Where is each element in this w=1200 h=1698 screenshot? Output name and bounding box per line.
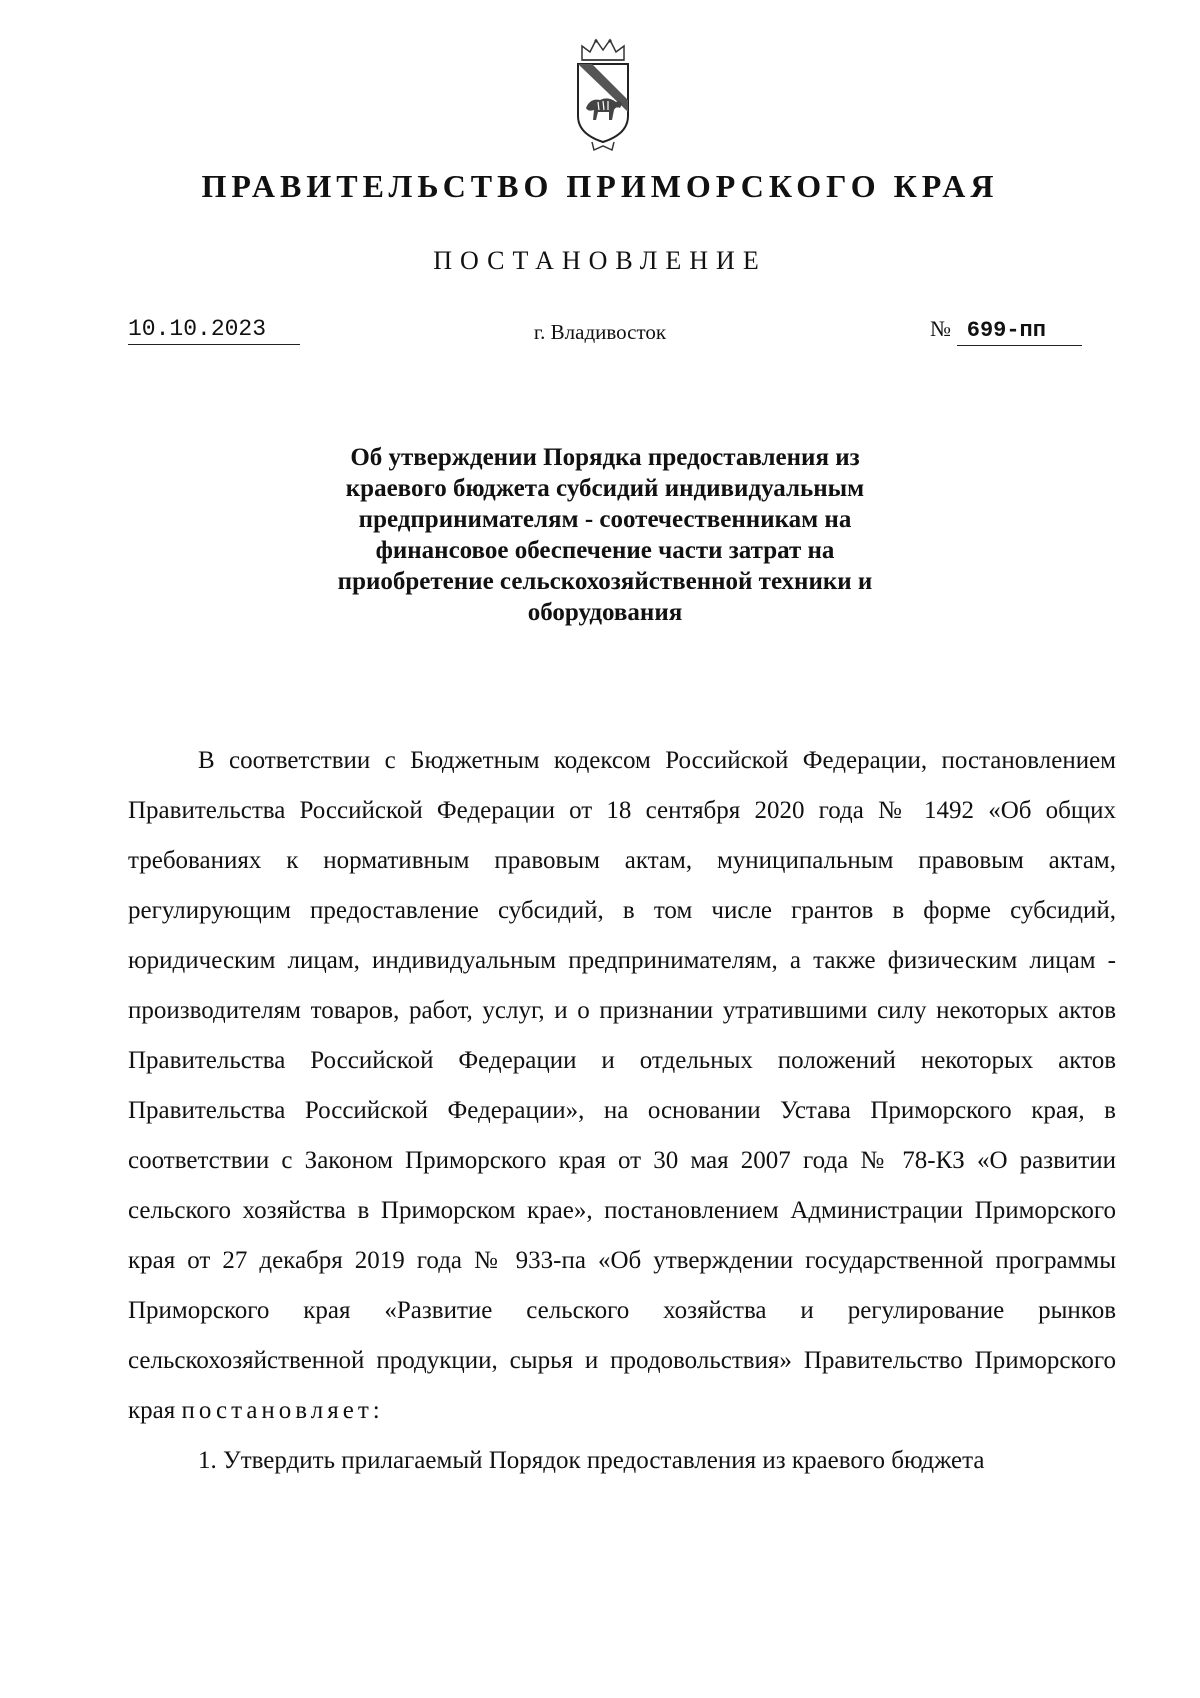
paragraph-1-text: В соответствии с Бюджетным кодексом Российской Федерации, постановлением Правительства Российской Федерации от 18 сентября 2020 года № 1492 «Об общих требованиях к нормативным правовым актам, муниципальным правовым актам, регулирующим предоставление субсидий, в том числе грантов в форме субсидий, юридическим лицам, индивидуальным предпринимателям, а также физическим лицам - производителям товаров, работ, услуг, и о признании утратившими силу некоторых актов Правительства Российской Федерации и отдельных положений некоторых актов Правительства Российской Федерации», на основании Устава Приморского края, в соответствии с Законом Приморского края от 30 мая 2007 года № 78-КЗ «О развитии сельского хозяйства в Приморском крае», постановлением Администрации Приморского края от 27 декабря 2019 года № 933-па «Об утверждении государственной программы Приморского края «Развитие сельского хозяйства и регулирование рынков сельскохозяйственной продукции, сырья и продовольствия» Правительство Приморского края [128,747,1116,1424]
document-date: 10.10.2023 [128,316,300,345]
document-subject: Об утверждении Порядка предоставления из краевого бюджета субсидий индивидуальным предпринимателям - соотечественникам на финансовое обеспечение части затрат на приобретение сельскохозяйственной техники и оборудования [337,444,873,626]
document-city: г. Владивосток [533,320,667,344]
document-number: 699-пп [957,318,1082,346]
resolves-verb: постановляет: [181,1397,384,1424]
government-title: ПРАВИТЕЛЬСТВО ПРИМОРСКОГО КРАЯ [201,168,999,204]
document-body [128,736,1116,1486]
document-type: ПОСТАНОВЛЕНИЕ [433,246,767,275]
number-sign: № [930,316,951,341]
primorsky-coat-of-arms-icon [572,38,634,154]
body-paragraph-1 [128,736,1116,1436]
document-number-block [930,316,1082,346]
body-paragraph-2: 1. Утвердить прилагаемый Порядок предоставления из краевого бюджета [198,1447,985,1474]
